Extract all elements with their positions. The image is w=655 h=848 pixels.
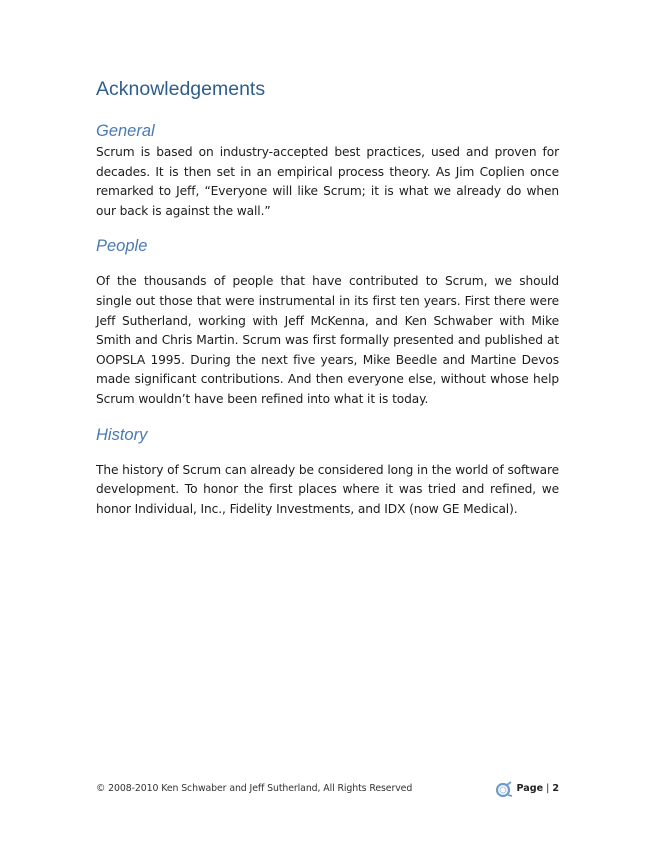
section-heading-general: General — [96, 122, 155, 140]
page-title: Acknowledgements — [96, 78, 266, 100]
page-footer — [96, 780, 559, 800]
footer-copyright: © 2008-2010 Ken Schwaber and Jeff Sutherland, All Rights Reserved — [96, 783, 413, 794]
scrum-logo-icon — [494, 780, 514, 798]
section-body-people: Of the thousands of people that have contributed to Scrum, we should single out those that were instrumental in its first ten years. First there were Jeff Sutherland, working with Jeff McKenna, and Ken Schwaber with Mike Smith and Chris Martin. Scrum was first formally presented and published at OOPSLA 1995. During the next five years, Mike Beedle and Martine Devos made significant contributions. And then everyone else, without whose help Scrum wouldn’t have been refined into what it is today. — [96, 274, 559, 406]
page-separator: | — [546, 783, 550, 794]
section-history — [96, 424, 559, 520]
section-heading-people: People — [96, 237, 148, 256]
section-general — [96, 120, 559, 221]
page-number-label — [516, 783, 559, 794]
page-number: 2 — [552, 783, 559, 794]
section-heading-history: History — [96, 425, 148, 444]
page-content — [96, 76, 559, 519]
section-people — [96, 235, 559, 409]
section-body-general: Scrum is based on industry-accepted best practices, used and proven for decades. It is then set in an empirical process theory. As Jim Coplien once remarked to Jeff, “Everyone will like Scrum; it is what we already do when our back is against the wall.” — [96, 145, 559, 218]
page-label: Page — [516, 783, 544, 794]
section-body-history: The history of Scrum can already be considered long in the world of software development. To honor the first places where it was tried and refined, we honor Individual, Inc., Fidelity Investments, and IDX (now GE Medical). — [96, 462, 559, 516]
